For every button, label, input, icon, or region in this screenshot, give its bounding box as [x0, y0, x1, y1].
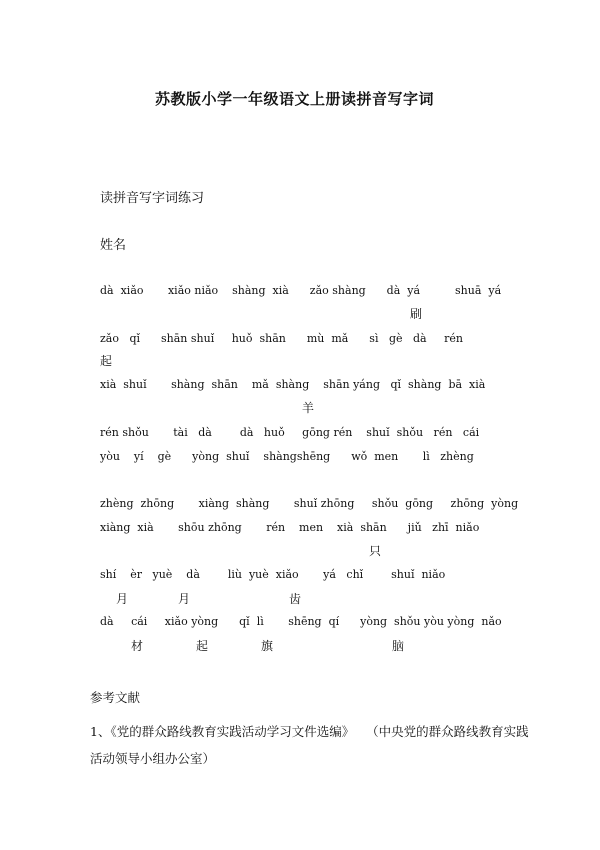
pinyin-line-2: zǎo qǐ shān shuǐ huǒ shān mù mǎ sì gè dà rén: [100, 332, 463, 345]
pinyin-line-9: dà cái xiǎo yòng qǐ lì shēng qí yòng shǒu yòu yòng nǎo: [100, 615, 502, 628]
reference-item-1-line-1: 1、《党的群众路线教育实践活动学习文件选编》 （中央党的群众路线教育实践: [90, 724, 529, 739]
hanzi-yang: 羊: [302, 401, 315, 415]
pinyin-line-6: zhèng zhōng xiàng shàng shuǐ zhōng shǒu gōng zhōng yòng: [100, 497, 519, 510]
pinyin-line-3: xià shuǐ shàng shān mǎ shàng shān yáng qǐ shàng bā xià: [100, 378, 486, 391]
pinyin-line-7: xiàng xià shōu zhōng rén men xià shān jiǔ zhī niǎo: [100, 521, 480, 534]
pinyin-line-1: dà xiǎo xiǎo niǎo shàng xià zǎo shàng dà yá shuā yá: [100, 284, 502, 297]
hanzi-nao: 脑: [392, 639, 405, 653]
reference-item-1-line-2: 活动领导小组办公室）: [90, 751, 216, 766]
name-label: 姓名: [100, 238, 127, 253]
hanzi-zhi: 只: [369, 544, 382, 558]
section-title: 读拼音写字词练习: [100, 191, 205, 206]
hanzi-yue-2: 月: [178, 592, 191, 606]
hanzi-cai: 材: [131, 639, 144, 653]
pinyin-line-8: shí èr yuè dà liù yuè xiǎo yá chǐ shuǐ niǎo: [100, 568, 446, 581]
hanzi-chi: 齿: [289, 592, 302, 606]
hanzi-qi-2: 起: [196, 639, 209, 653]
hanzi-shua: 刷: [410, 307, 423, 321]
hanzi-qi-flag: 旗: [261, 639, 274, 653]
references-heading: 参考文献: [90, 690, 141, 705]
pinyin-line-4: rén shǒu tài dà dà huǒ gōng rén shuǐ shǒu rén cái: [100, 426, 480, 439]
hanzi-qi: 起: [100, 354, 113, 368]
page-title: 苏教版小学一年级语文上册读拼音写字词: [155, 90, 435, 108]
pinyin-line-5: yòu yí gè yòng shuǐ shàngshēng wǒ men lì zhèng: [100, 450, 474, 463]
hanzi-yue-1: 月: [116, 592, 129, 606]
